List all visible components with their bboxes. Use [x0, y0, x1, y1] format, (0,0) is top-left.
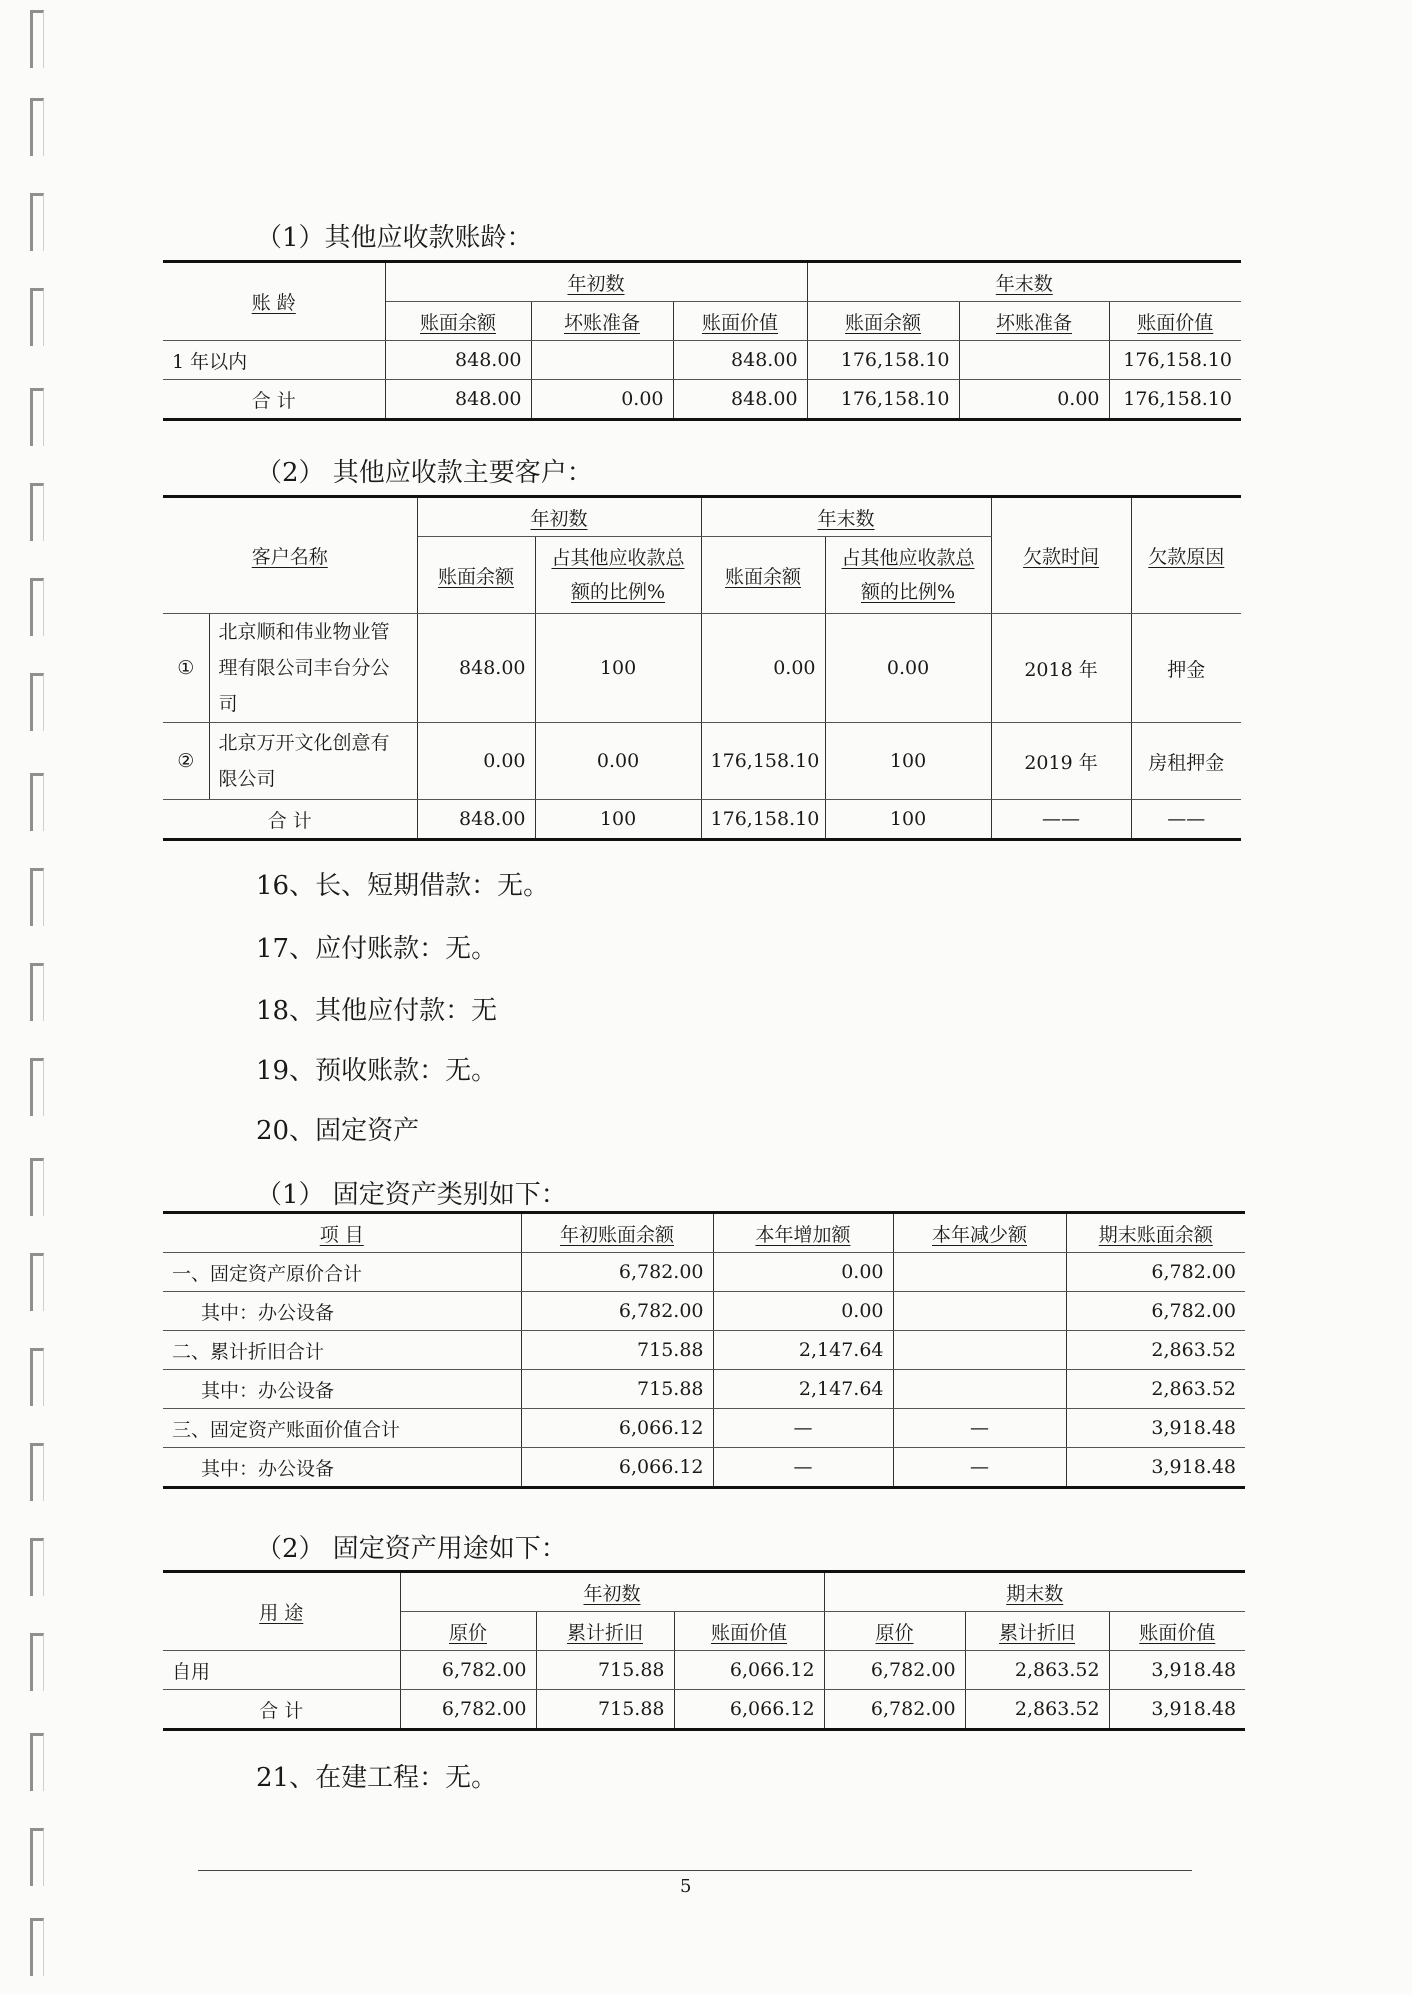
cell-value: 6,782.00 [824, 1690, 965, 1730]
table-row [163, 1651, 1245, 1690]
cell-value: 3,918.48 [1109, 1690, 1245, 1730]
table-total-row [163, 380, 1241, 420]
header-cell: 客户名称 [163, 497, 417, 614]
page-number: 5 [680, 1876, 692, 1897]
row-label: 合 计 [163, 380, 385, 420]
cell-value: 6,782.00 [400, 1690, 536, 1730]
header-cell: 占其他应收款总额的比例% [535, 537, 701, 614]
cell-value: 100 [535, 614, 701, 723]
row-label: 自用 [163, 1651, 400, 1690]
table-row [163, 1448, 1245, 1488]
header-cell: 占其他应收款总额的比例% [825, 537, 991, 614]
cell-value: 715.88 [521, 1370, 713, 1409]
cell-value: 0.00 [713, 1253, 893, 1292]
cell-value: 0.00 [959, 380, 1109, 420]
cell-value: 848.00 [673, 380, 807, 420]
binder-ring [30, 98, 44, 156]
aging-table [163, 260, 1241, 421]
cell-value: 3,918.48 [1066, 1409, 1245, 1448]
cell-value [531, 341, 673, 380]
cell-value: 押金 [1131, 614, 1241, 723]
row-label: 其中：办公设备 [163, 1448, 521, 1488]
binder-ring [30, 288, 44, 346]
cell-value: 176,158.10 [701, 800, 825, 840]
row-label: 一、固定资产原价合计 [163, 1253, 521, 1292]
binder-ring [30, 1443, 44, 1501]
cell-value: 2,147.64 [713, 1370, 893, 1409]
cell-value: 6,782.00 [521, 1253, 713, 1292]
cell-value [893, 1370, 1066, 1409]
cell-value: 176,158.10 [1109, 380, 1241, 420]
row-label: 其中：办公设备 [163, 1292, 521, 1331]
header-cell: 欠款原因 [1131, 497, 1241, 614]
cell-value: 3,918.48 [1109, 1651, 1245, 1690]
cell-value: 0.00 [531, 380, 673, 420]
cell-value: 100 [825, 800, 991, 840]
header-cell: 原价 [400, 1612, 536, 1651]
asset-usage-table [163, 1570, 1245, 1731]
cell-value [893, 1253, 1066, 1292]
row-label: 三、固定资产账面价值合计 [163, 1409, 521, 1448]
binder-ring [30, 963, 44, 1021]
header-cell: 账面余额 [385, 302, 531, 341]
cell-value: 0.00 [535, 723, 701, 800]
table-total-row [163, 1690, 1245, 1730]
item-21: 21、在建工程：无。 [256, 1763, 498, 1793]
header-cell: 累计折旧 [536, 1612, 674, 1651]
cell-value [959, 341, 1109, 380]
item-17: 17、应付账款：无。 [256, 934, 498, 964]
cell-value: 176,158.10 [1109, 341, 1241, 380]
cell-value: 2018 年 [991, 614, 1131, 723]
cell-value: 6,782.00 [400, 1651, 536, 1690]
cell-value: 3,918.48 [1066, 1448, 1245, 1488]
table-header-row [163, 1572, 1245, 1612]
cell-value: — [713, 1409, 893, 1448]
header-cell: 账面价值 [1109, 1612, 1245, 1651]
header-cell: 年末数 [807, 262, 1241, 302]
table-header-row [163, 1213, 1245, 1253]
section-heading-customers: （2） 其他应收款主要客户： [256, 458, 593, 488]
binder-ring [30, 388, 44, 446]
cell-value: — [893, 1409, 1066, 1448]
header-cell: 累计折旧 [965, 1612, 1109, 1651]
cell-value: — [893, 1448, 1066, 1488]
cell-value: 6,782.00 [1066, 1292, 1245, 1331]
cell-value: 2,147.64 [713, 1331, 893, 1370]
cell-value: 0.00 [825, 614, 991, 723]
cell-value: 2,863.52 [1066, 1331, 1245, 1370]
header-cell: 年初数 [417, 497, 701, 537]
item-20: 20、固定资产 [256, 1116, 420, 1146]
table-row [163, 723, 1241, 800]
binder-ring [30, 578, 44, 636]
cell-value: 2,863.52 [1066, 1370, 1245, 1409]
cell-value: 848.00 [385, 341, 531, 380]
header-cell: 账面余额 [417, 537, 535, 614]
binder-ring [30, 193, 44, 251]
table-row [163, 1292, 1245, 1331]
customer-name: 北京万开文化创意有限公司 [209, 723, 417, 800]
asset-categories-table [163, 1211, 1245, 1489]
binder-ring [30, 1633, 44, 1691]
header-cell: 期末账面余额 [1066, 1213, 1245, 1253]
cell-value: 715.88 [521, 1331, 713, 1370]
binder-ring [30, 1158, 44, 1216]
header-cell: 账面余额 [807, 302, 959, 341]
row-label: 1 年以内 [163, 341, 385, 380]
binder-ring [30, 1918, 44, 1976]
row-index: ① [163, 614, 209, 723]
table-header-row [163, 262, 1241, 302]
header-cell: 年末数 [701, 497, 991, 537]
header-cell: 账面价值 [674, 1612, 824, 1651]
table-header-row [163, 497, 1241, 537]
cell-value [893, 1292, 1066, 1331]
footer-rule [198, 1870, 1192, 1871]
header-cell: 坏账准备 [531, 302, 673, 341]
cell-value: 6,066.12 [674, 1651, 824, 1690]
cell-value: 2,863.52 [965, 1690, 1109, 1730]
cell-value: 0.00 [713, 1292, 893, 1331]
binder-ring [30, 868, 44, 926]
binder-ring [30, 1733, 44, 1791]
row-index: ② [163, 723, 209, 800]
header-cell: 账 龄 [163, 262, 385, 341]
header-cell: 期末数 [824, 1572, 1245, 1612]
cell-value: 848.00 [417, 614, 535, 723]
cell-value: 6,782.00 [824, 1651, 965, 1690]
cell-value: 100 [825, 723, 991, 800]
header-cell: 原价 [824, 1612, 965, 1651]
header-cell: 年初数 [385, 262, 807, 302]
cell-value: 房租押金 [1131, 723, 1241, 800]
cell-value: —— [991, 800, 1131, 840]
header-cell: 用 途 [163, 1572, 400, 1651]
customer-name: 北京顺和伟业物业管理有限公司丰台分公司 [209, 614, 417, 723]
binder-ring [30, 1253, 44, 1311]
cell-value: 176,158.10 [701, 723, 825, 800]
cell-value: 848.00 [417, 800, 535, 840]
cell-value: 2019 年 [991, 723, 1131, 800]
binder-ring [30, 10, 44, 68]
header-cell: 账面价值 [673, 302, 807, 341]
row-label: 其中：办公设备 [163, 1370, 521, 1409]
header-cell: 账面余额 [701, 537, 825, 614]
customers-table [163, 495, 1241, 841]
binder-ring [30, 673, 44, 731]
header-cell: 本年增加额 [713, 1213, 893, 1253]
table-row [163, 341, 1241, 380]
cell-value: —— [1131, 800, 1241, 840]
cell-value: 100 [535, 800, 701, 840]
header-cell: 本年减少额 [893, 1213, 1066, 1253]
section-heading-asset-usage: （2） 固定资产用途如下： [256, 1534, 567, 1564]
row-label: 二、累计折旧合计 [163, 1331, 521, 1370]
cell-value: 2,863.52 [965, 1651, 1109, 1690]
table-row [163, 1253, 1245, 1292]
table-row [163, 1370, 1245, 1409]
binder-ring [30, 1828, 44, 1886]
header-cell: 年初数 [400, 1572, 824, 1612]
header-cell: 项 目 [163, 1213, 521, 1253]
cell-value: — [713, 1448, 893, 1488]
cell-value [893, 1331, 1066, 1370]
cell-value: 6,066.12 [521, 1448, 713, 1488]
binder-ring [30, 773, 44, 831]
table-row [163, 1331, 1245, 1370]
header-cell: 坏账准备 [959, 302, 1109, 341]
table-row [163, 614, 1241, 723]
row-label: 合 计 [163, 800, 417, 840]
binder-ring [30, 1058, 44, 1116]
binder-ring [30, 483, 44, 541]
cell-value: 6,782.00 [521, 1292, 713, 1331]
header-cell: 账面价值 [1109, 302, 1241, 341]
header-cell: 欠款时间 [991, 497, 1131, 614]
cell-value: 6,066.12 [674, 1690, 824, 1730]
item-16: 16、长、短期借款：无。 [256, 871, 550, 901]
cell-value: 715.88 [536, 1651, 674, 1690]
cell-value: 848.00 [673, 341, 807, 380]
item-18: 18、其他应付款：无 [256, 996, 498, 1026]
cell-value: 0.00 [701, 614, 825, 723]
row-label: 合 计 [163, 1690, 400, 1730]
cell-value: 848.00 [385, 380, 531, 420]
cell-value: 176,158.10 [807, 341, 959, 380]
binder-ring [30, 1348, 44, 1406]
cell-value: 715.88 [536, 1690, 674, 1730]
cell-value: 176,158.10 [807, 380, 959, 420]
item-19: 19、预收账款：无。 [256, 1056, 498, 1086]
section-heading-aging: （1）其他应收款账龄： [256, 223, 533, 253]
table-row [163, 1409, 1245, 1448]
cell-value: 6,782.00 [1066, 1253, 1245, 1292]
binder-ring [30, 1538, 44, 1596]
table-total-row [163, 800, 1241, 840]
cell-value: 6,066.12 [521, 1409, 713, 1448]
section-heading-asset-categories: （1） 固定资产类别如下： [256, 1180, 567, 1210]
cell-value: 0.00 [417, 723, 535, 800]
header-cell: 年初账面余额 [521, 1213, 713, 1253]
